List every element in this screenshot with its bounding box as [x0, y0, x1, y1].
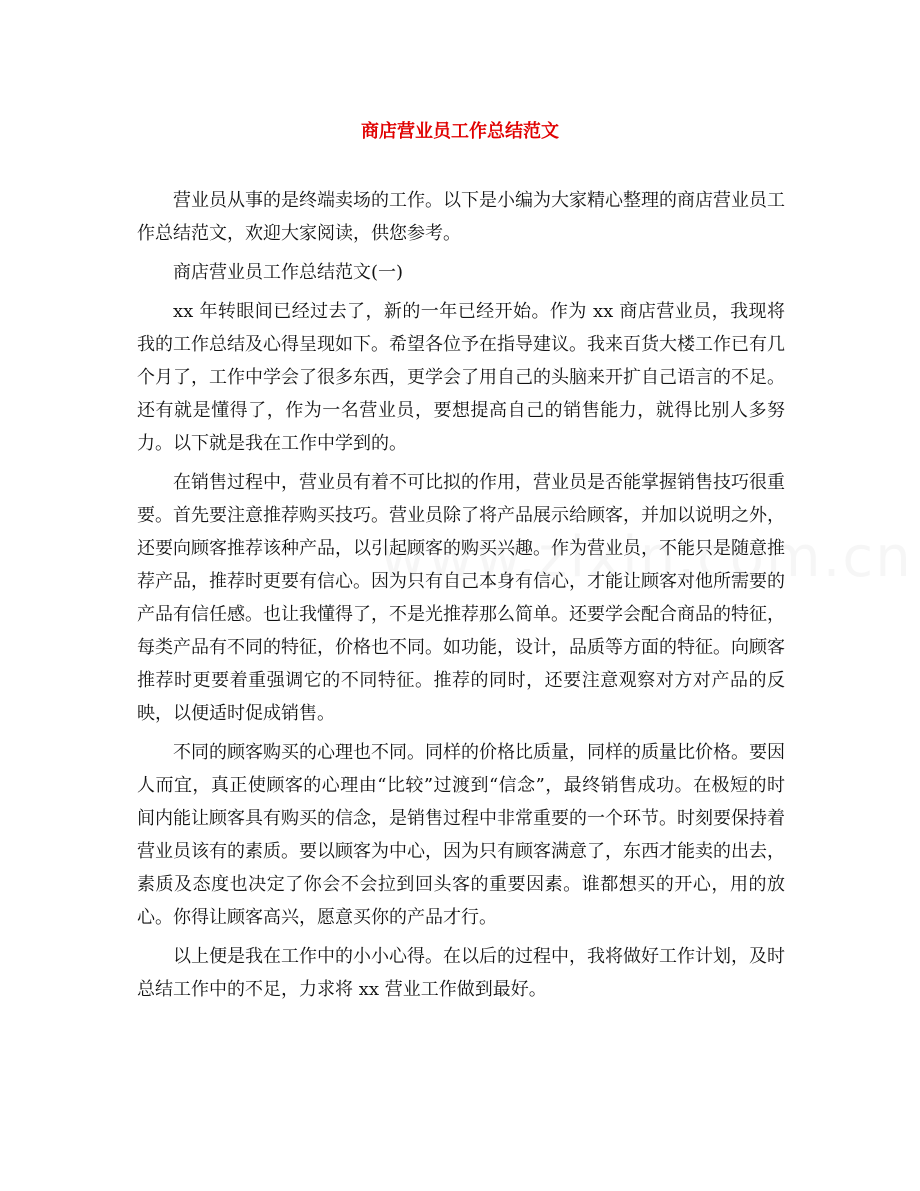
paragraph-2: 在销售过程中，营业员有着不可比拟的作用，营业员是否能掌握销售技巧很重要。首先要注意推荐购买技巧。营业员除了将产品展示给顾客，并加以说明之外，还要向顾客推荐该种产品，以引起顾客的购买兴趣。作为营业员，不能只是随意推荐产品，推荐时更要有信心。因为只有自己本身有信心，才能让顾客对他所需要的产品有信任感。也让我懂得了，不是光推荐那么简单。还要学会配合商品的特征，每类产品有不同的特征，价格也不同。如功能，设计，品质等方面的特征。向顾客推荐时更要着重强调它的不同特征。推荐的同时，还要注意观察对方对产品的反映，以便适时促成销售。	[137, 472, 785, 724]
paragraph-intro: 营业员从事的是终端卖场的工作。以下是小编为大家精心整理的商店营业员工作总结范文，欢迎大家阅读，供您参考。	[137, 190, 785, 244]
paragraph-1: xx 年转眼间已经过去了，新的一年已经开始。作为 xx 商店营业员，我现将我的工作总结及心得呈现如下。希望各位予在指导建议。我来百货大楼工作已有几个月了，工作中学会了很多东西，更学会了用自己的头脑来开扩自己语言的不足。还有就是懂得了，作为一名营业员，要想提高自己的销售能力，就得比别人多努力。以下就是我在工作中学到的。	[137, 301, 785, 454]
paragraph-3: 不同的顾客购买的心理也不同。同样的价格比质量，同样的质量比价格。要因人而宜，真正使顾客的心理由“比较”过渡到“信念”，最终销售成功。在极短的时间内能让顾客具有购买的信念，是销售过程中非常重要的一个环节。时刻要保持着营业员该有的素质。要以顾客为中心，因为只有顾客满意了，东西才能卖的出去，素质及态度也决定了你会不会拉到回头客的重要因素。谁都想买的开心，用的放心。你得让顾客高兴，愿意买你的产品才行。	[137, 742, 785, 928]
document-title: 商店营业员工作总结范文	[361, 121, 559, 142]
document-body	[137, 184, 785, 1006]
paragraph-4: 以上便是我在工作中的小小心得。在以后的过程中，我将做好工作计划，及时总结工作中的不足，力求将 xx 营业工作做到最好。	[137, 946, 785, 1000]
paragraph-subtitle: 商店营业员工作总结范文(一)	[173, 262, 404, 283]
